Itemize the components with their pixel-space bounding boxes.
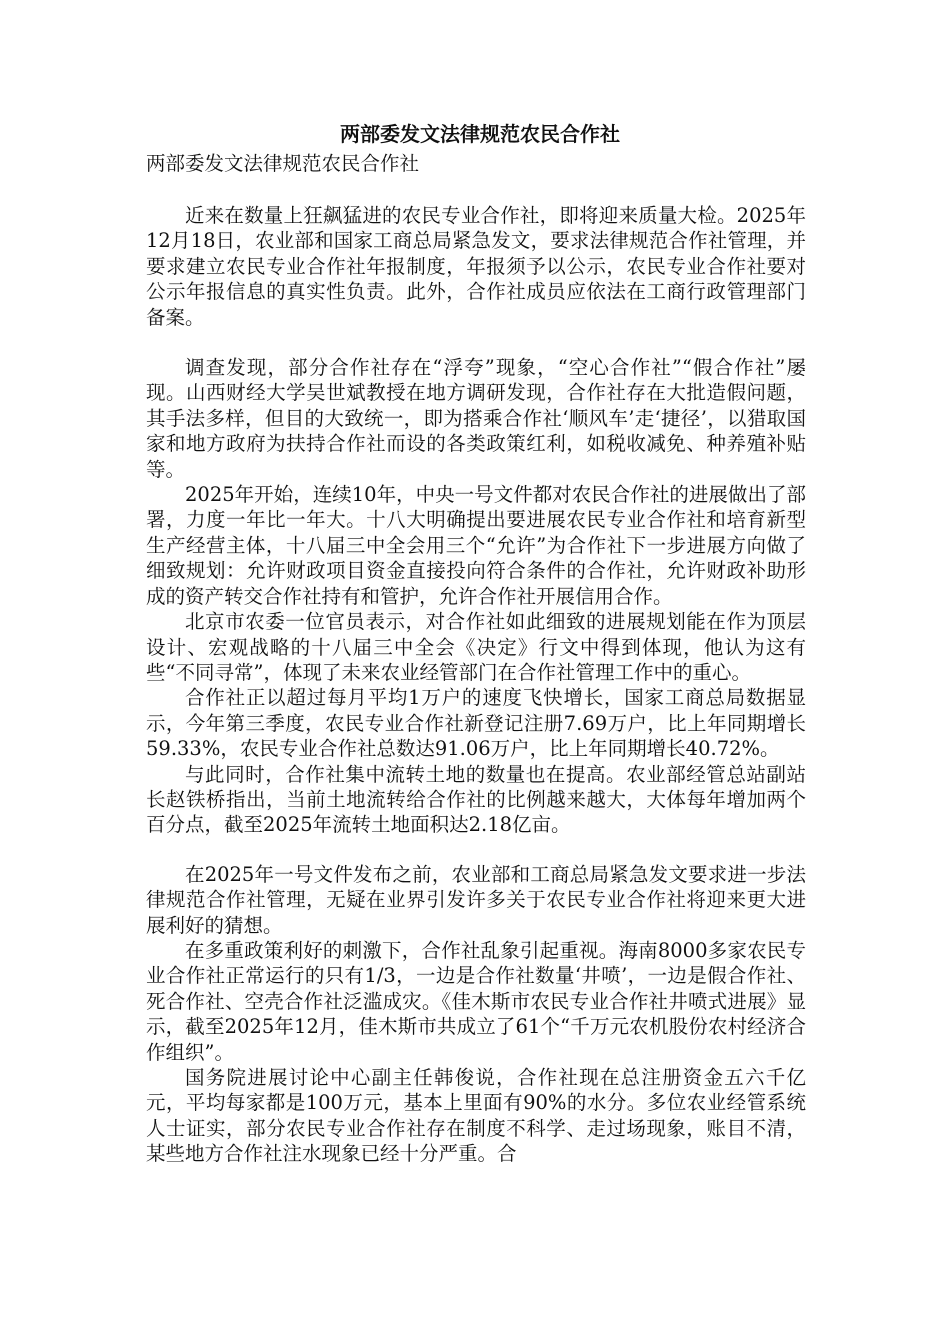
paragraph-5: 合作社正以超过每月平均1万户的速度飞快增长，国家工商总局数据显示，今年第三季度，农民专业合作社新登记注册7.69万户，比上年同期增长59.33%，农民专业合作社总数达91.06万户，比上年同期增长40.72%。 (146, 686, 806, 761)
paragraph-4: 北京市农委一位官员表示，对合作社如此细致的进展规划能在作为顶层设计、宏观战略的十八届三中全会《决定》行文中得到体现，他认为这有些“不同寻常”，体现了未来农业经管部门在合作社管理工作中的重心。 (146, 610, 806, 684)
spacer (146, 838, 806, 862)
paragraph-6: 与此同时，合作社集中流转土地的数量也在提高。农业部经管总站副站长赵铁桥指出，当前土地流转给合作社的比例越来越大，大体每年增加两个百分点，截至2025年流转土地面积达2.18亿亩。 (146, 762, 806, 837)
paragraph-8: 在多重政策利好的刺激下，合作社乱象引起重视。海南8000多家农民专业合作社正常运行的只有1/3，一边是合作社数量‘井喷’，一边是假合作社、死合作社、空壳合作社泛滥成灾。《佳木斯市农民专业合作社井喷式进展》显示，截至2025年12月，佳木斯市共成立了61个“千万元农机股份农村经济合作组织”。 (146, 938, 806, 1064)
paragraph-1: 近来在数量上狂飙猛进的农民专业合作社，即将迎来质量大检。2025年12月18日，农业部和国家工商总局紧急发文，要求法律规范合作社管理，并要求建立农民专业合作社年报制度，年报须予以公示，农民专业合作社要对公示年报信息的真实性负责。此外，合作社成员应依法在工商行政管理部门备案。 (146, 204, 806, 329)
document-page (146, 118, 806, 1167)
paragraph-3: 2025年开始，连续10年，中央一号文件都对农民合作社的进展做出了部署，力度一年比一年大。十八大明确提出要进展农民专业合作社和培育新型生产经营主体，十八届三中全会用三个“允许”为合作社下一步进展方向做了细致规划：允许财政项目资金直接投向符合条件的合作社，允许财政补助形成的资产转交合作社持有和管护，允许合作社开展信用合作。 (146, 483, 806, 608)
paragraph-7: 在2025年一号文件发布之前，农业部和工商总局紧急发文要求进一步法律规范合作社管理，无疑在业界引发许多关于农民专业合作社将迎来更大进展利好的猜想。 (146, 862, 806, 937)
spacer (146, 178, 806, 203)
document-subtitle: 两部委发文法律规范农民合作社 (146, 152, 420, 175)
spacer (146, 330, 806, 355)
document-title: 两部委发文法律规范农民合作社 (340, 122, 620, 146)
paragraph-2: 调查发现，部分合作社存在“浮夸”现象，“空心合作社”“假合作社”屡现。山西财经大学吴世斌教授在地方调研发现，合作社存在大批造假问题，其手法多样，但目的大致统一，即为搭乘合作社‘顺风车’走‘捷径’，以猎取国家和地方政府为扶持合作社而设的各类政策红利，如税收减免、种养殖补贴等。 (146, 356, 806, 481)
paragraph-9: 国务院进展讨论中心副主任韩俊说，合作社现在总注册资金五六千亿元，平均每家都是100万元，基本上里面有90%的水分。多位农业经管系统人士证实，部分农民专业合作社存在制度不科学、走过场现象，账目不清，某些地方合作社注水现象已经十分严重。合 (146, 1066, 806, 1166)
